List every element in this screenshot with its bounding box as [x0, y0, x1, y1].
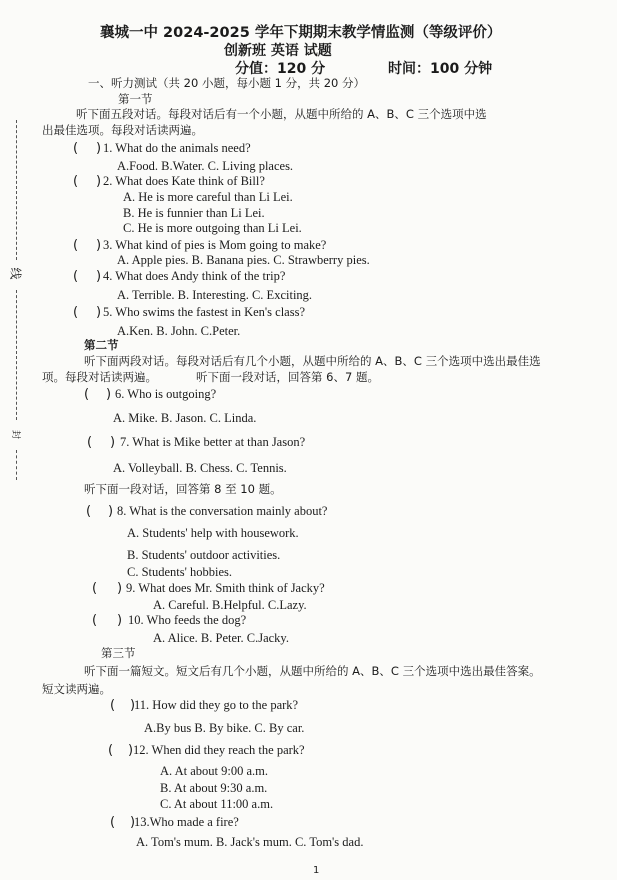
binding-mark: 封: [10, 429, 21, 440]
question-10-options: A. Alice. B. Peter. C.Jacky.: [153, 631, 289, 645]
answer-bracket-close: ): [130, 698, 136, 713]
question-7-options: A. Volleyball. B. Chess. C. Tennis.: [113, 461, 287, 475]
question-2-option-a: A. He is more careful than Li Lei.: [123, 190, 293, 204]
answer-bracket-close: ): [96, 305, 102, 320]
question-1: 1. What do the animals need?: [103, 141, 251, 155]
question-12-option-c: C. At about 11:00 a.m.: [160, 797, 274, 811]
exam-subtitle: 创新班 英语 试题: [224, 43, 332, 59]
question-13-options: A. Tom's mum. B. Jack's mum. C. Tom's dad.: [136, 835, 364, 849]
question-8-option-b: B. Students' outdoor activities.: [127, 548, 281, 562]
question-1-options: A.Food. B.Water. C. Living places.: [117, 159, 294, 173]
section2-instruction-cont: 项。每段对话读两遍。: [42, 370, 157, 384]
answer-bracket-close: ): [130, 815, 136, 830]
question-2-option-c: C. He is more outgoing than Li Lei.: [123, 221, 302, 235]
exam-title: 襄城一中 2024-2025 学年下期期末教学情监测（等级评价）: [100, 25, 502, 41]
answer-bracket-open: (: [73, 141, 79, 156]
answer-bracket-open: (: [110, 815, 116, 830]
dialogue2-instruction: 听下面一段对话，回答第 8 至 10 题。: [84, 482, 282, 496]
binding-line-top: [16, 120, 18, 260]
question-8-option-a: A. Students' help with housework.: [127, 526, 299, 540]
answer-bracket-close: ): [96, 238, 102, 253]
section2-instruction: 听下面两段对话。每段对话后有几个小题，从题中所给的 A、B、C 三个选项中选出最佳选: [84, 354, 541, 368]
question-6: 6. Who is outgoing?: [115, 387, 217, 401]
question-3: 3. What kind of pies is Mom going to make?: [103, 238, 327, 252]
answer-bracket-close: ): [106, 387, 112, 402]
answer-bracket-open: (: [73, 238, 79, 253]
answer-bracket-close: ): [108, 504, 114, 519]
question-4-options: A. Terrible. B. Interesting. C. Exciting.: [117, 288, 313, 302]
section3-label: 第三节: [101, 646, 136, 660]
question-7: 7. What is Mike better at than Jason?: [120, 435, 306, 449]
question-6-options: A. Mike. B. Jason. C. Linda.: [113, 411, 257, 425]
question-11-options: A.By bus B. By bike. C. By car.: [144, 721, 305, 735]
question-5: 5. Who swims the fastest in Ken's class?: [103, 305, 305, 319]
question-8: 8. What is the conversation mainly about?: [117, 504, 328, 518]
question-13: 13.Who made a fire?: [134, 815, 239, 829]
binding-line-bottom: [16, 450, 18, 480]
part1-heading: 一、听力测试（共 20 小题，每小题 1 分，共 20 分）: [88, 76, 366, 90]
answer-bracket-close: ): [128, 743, 134, 758]
answer-bracket-open: (: [87, 435, 93, 450]
question-2: 2. What does Kate think of Bill?: [103, 174, 265, 188]
answer-bracket-close: ): [110, 435, 116, 450]
question-2-option-b: B. He is funnier than Li Lei.: [123, 206, 265, 220]
section1-label: 第一节: [118, 92, 153, 106]
binding-line-label: 线: [8, 267, 23, 280]
question-3-options: A. Apple pies. B. Banana pies. C. Strawberry pies.: [117, 253, 370, 267]
section1-instruction: 听下面五段对话。每段对话后有一个小题，从题中所给的 A、B、C 三个选项中选: [76, 107, 487, 121]
question-11: 11. How did they go to the park?: [134, 698, 299, 712]
question-12-option-a: A. At about 9:00 a.m.: [160, 764, 268, 778]
question-8-option-c: C. Students' hobbies.: [127, 565, 233, 579]
answer-bracket-close: ): [117, 613, 123, 628]
question-9: 9. What does Mr. Smith think of Jacky?: [126, 581, 325, 595]
answer-bracket-close: ): [117, 581, 123, 596]
answer-bracket-close: ): [96, 141, 102, 156]
answer-bracket-open: (: [73, 174, 79, 189]
question-10: 10. Who feeds the dog?: [128, 613, 247, 627]
section2-label: 第二节: [84, 338, 119, 352]
answer-bracket-open: (: [92, 613, 98, 628]
answer-bracket-open: (: [73, 269, 79, 284]
page-number: 1: [313, 865, 320, 876]
question-12: 12. When did they reach the park?: [133, 743, 305, 757]
answer-bracket-open: (: [108, 743, 114, 758]
answer-bracket-open: (: [110, 698, 116, 713]
section3-instruction: 听下面一篇短文。短文后有几个小题，从题中所给的 A、B、C 三个选项中选出最佳答案。: [84, 664, 541, 678]
section1-instruction-cont: 出最佳选项。每段对话读两遍。: [42, 123, 203, 137]
answer-bracket-open: (: [84, 387, 90, 402]
question-5-options: A.Ken. B. John. C.Peter.: [117, 324, 241, 338]
exam-time: 时间：100 分钟: [388, 61, 493, 77]
binding-line-mid: [16, 290, 18, 420]
question-4: 4. What does Andy think of the trip?: [103, 269, 286, 283]
section3-instruction-cont: 短文读两遍。: [42, 682, 111, 696]
answer-bracket-open: (: [73, 305, 79, 320]
question-9-options: A. Careful. B.Helpful. C.Lazy.: [153, 598, 307, 612]
answer-bracket-open: (: [92, 581, 98, 596]
answer-bracket-open: (: [86, 504, 92, 519]
dialogue1-instruction: 听下面一段对话，回答第 6、7 题。: [196, 370, 379, 384]
question-12-option-b: B. At about 9:30 a.m.: [160, 781, 268, 795]
answer-bracket-close: ): [96, 269, 102, 284]
exam-score: 分值：120 分: [235, 61, 326, 77]
answer-bracket-close: ): [96, 174, 102, 189]
